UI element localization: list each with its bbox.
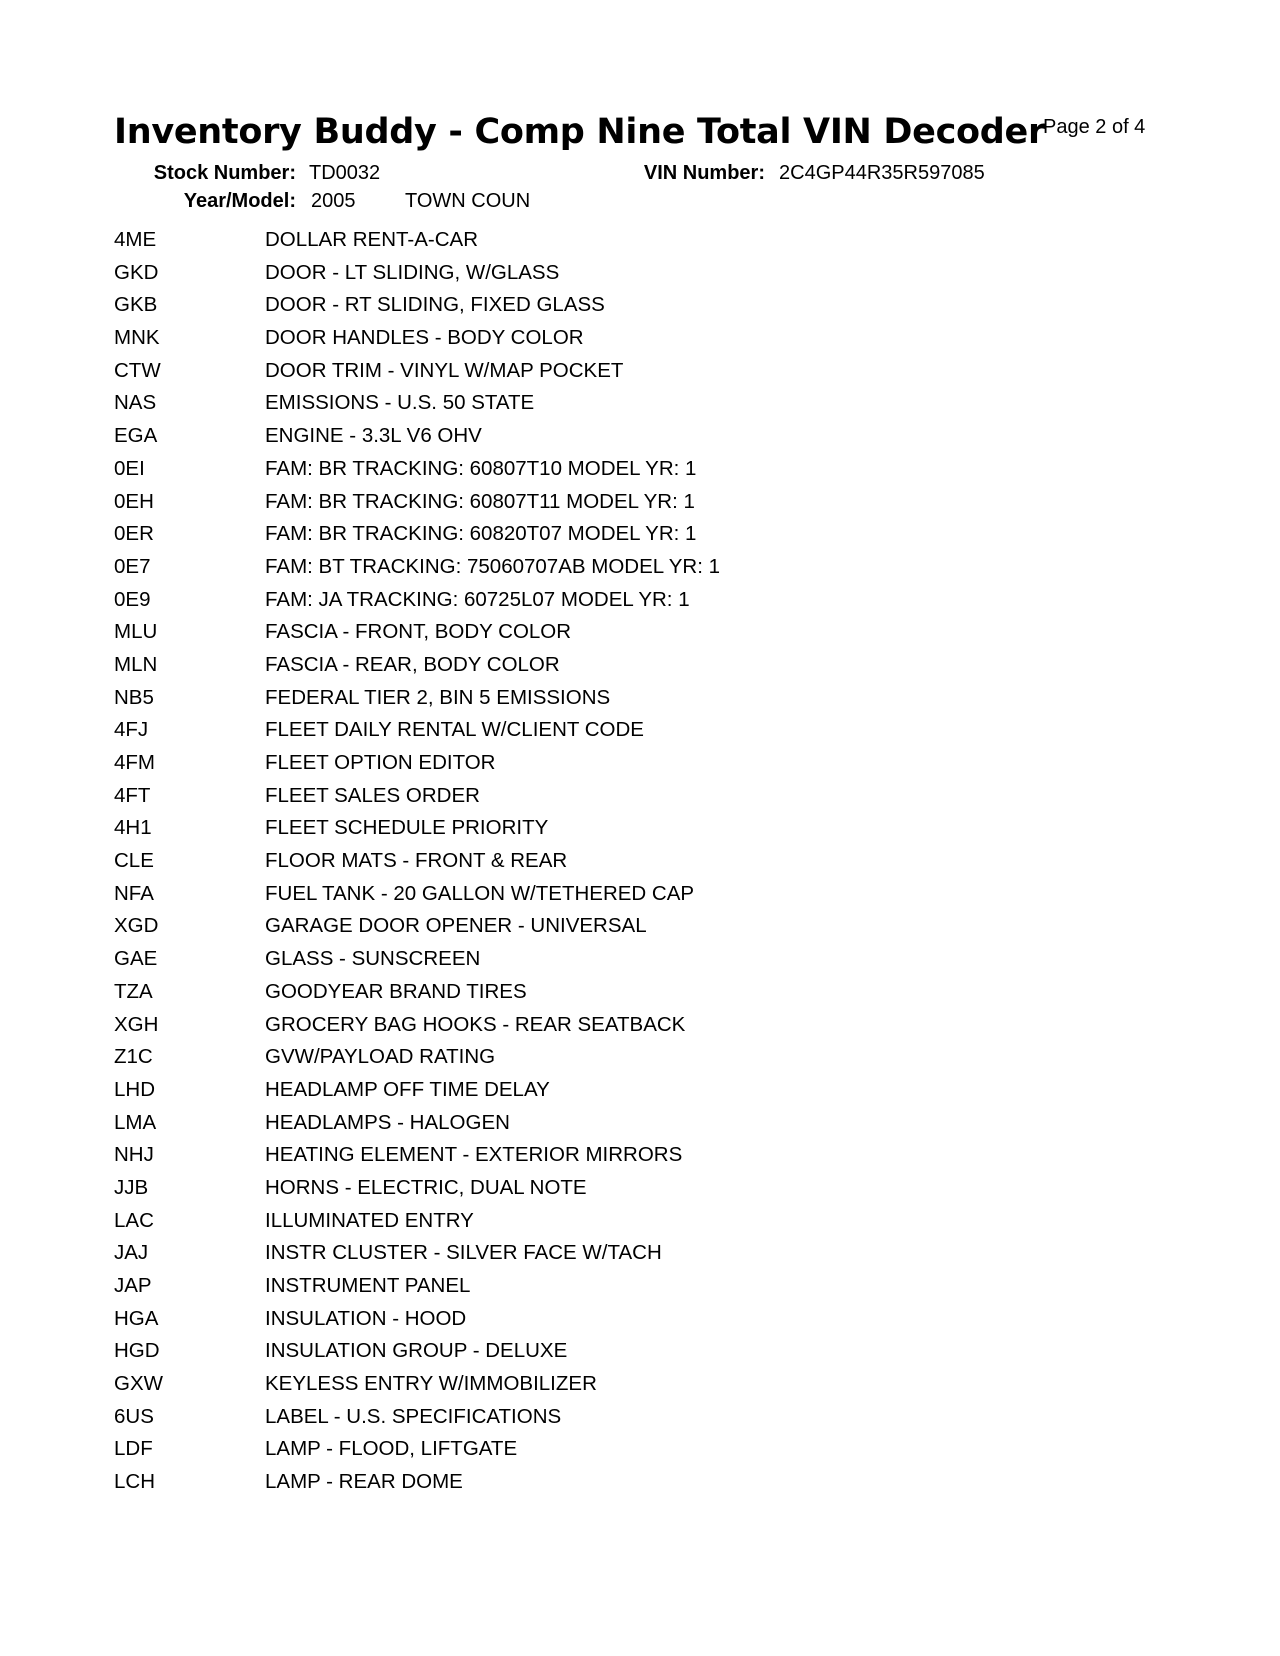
model-value: TOWN COUN <box>405 190 531 212</box>
option-description: HEADLAMPS - HALOGEN <box>265 1110 510 1134</box>
option-code: 4FJ <box>114 718 149 742</box>
option-description: ILLUMINATED ENTRY <box>265 1208 474 1232</box>
option-row <box>114 1339 1014 1372</box>
option-code: 4FT <box>114 783 151 807</box>
option-description: FLOOR MATS - FRONT & REAR <box>265 849 568 873</box>
option-row <box>114 1307 1014 1340</box>
option-code: 0E7 <box>114 554 151 578</box>
option-code: NB5 <box>114 685 154 709</box>
option-description: LAMP - REAR DOME <box>265 1470 463 1494</box>
option-row <box>114 1274 1014 1307</box>
year-model-label: Year/Model: <box>183 190 296 212</box>
option-code: 6US <box>114 1404 154 1428</box>
option-description: GROCERY BAG HOOKS - REAR SEATBACK <box>265 1012 686 1036</box>
option-row <box>114 882 1014 915</box>
option-description: FEDERAL TIER 2, BIN 5 EMISSIONS <box>265 685 611 709</box>
option-row <box>114 914 1014 947</box>
option-code: 4ME <box>114 228 157 251</box>
option-row <box>114 751 1014 784</box>
option-row <box>114 686 1014 719</box>
option-description: DOOR - LT SLIDING, W/GLASS <box>265 260 560 284</box>
option-row <box>114 1143 1014 1176</box>
option-row <box>114 359 1014 392</box>
option-row <box>114 261 1014 294</box>
option-row <box>114 1111 1014 1144</box>
option-code: JJB <box>114 1175 149 1199</box>
option-row <box>114 1209 1014 1242</box>
option-row <box>114 555 1014 588</box>
option-row <box>114 1470 1014 1503</box>
option-description: FLEET OPTION EDITOR <box>265 751 496 774</box>
option-description: GOODYEAR BRAND TIRES <box>265 979 527 1003</box>
option-code: NFA <box>114 881 154 905</box>
option-row <box>114 653 1014 686</box>
option-row <box>114 718 1014 751</box>
option-description: LAMP - FLOOD, LIFTGATE <box>265 1437 518 1461</box>
option-row <box>114 522 1014 555</box>
option-list <box>114 228 1014 1503</box>
option-description: HEADLAMP OFF TIME DELAY <box>265 1077 550 1101</box>
option-code: XGD <box>114 914 159 938</box>
option-description: LABEL - U.S. SPECIFICATIONS <box>265 1404 562 1428</box>
option-description: FLEET SALES ORDER <box>265 783 480 807</box>
option-code: JAJ <box>114 1241 149 1265</box>
option-row <box>114 457 1014 490</box>
option-code: LCH <box>114 1470 156 1494</box>
option-description: FAM: BR TRACKING: 60807T11 MODEL YR: 1 <box>265 489 695 513</box>
option-description: INSTRUMENT PANEL <box>265 1274 471 1297</box>
option-code: Z1C <box>114 1045 153 1069</box>
option-row <box>114 228 1014 261</box>
option-code: LDF <box>114 1437 153 1461</box>
option-row <box>114 326 1014 359</box>
option-code: HGD <box>114 1339 160 1363</box>
option-row <box>114 1045 1014 1078</box>
option-row <box>114 1241 1014 1274</box>
option-description: KEYLESS ENTRY W/IMMOBILIZER <box>265 1372 597 1396</box>
option-description: EMISSIONS - U.S. 50 STATE <box>265 391 535 415</box>
option-description: INSTR CLUSTER - SILVER FACE W/TACH <box>265 1241 662 1265</box>
document-title: Inventory Buddy - Comp Nine Total VIN Decoder <box>114 112 1045 152</box>
option-description: FLEET SCHEDULE PRIORITY <box>265 816 549 840</box>
option-code: GKD <box>114 260 159 284</box>
option-code: NHJ <box>114 1143 154 1167</box>
option-code: 4H1 <box>114 816 152 840</box>
option-description: FASCIA - FRONT, BODY COLOR <box>265 620 572 644</box>
option-code: 0EH <box>114 489 154 513</box>
option-row <box>114 1405 1014 1438</box>
option-row <box>114 784 1014 817</box>
option-row <box>114 620 1014 653</box>
option-row <box>114 293 1014 326</box>
option-description: ENGINE - 3.3L V6 OHV <box>265 424 482 448</box>
option-code: MLN <box>114 652 158 676</box>
option-row <box>114 947 1014 980</box>
option-description: GARAGE DOOR OPENER - UNIVERSAL <box>265 914 647 938</box>
year-value: 2005 <box>311 190 356 212</box>
option-row <box>114 816 1014 849</box>
option-description: GLASS - SUNSCREEN <box>265 947 481 971</box>
option-code: JAP <box>114 1274 152 1297</box>
option-code: GAE <box>114 947 158 971</box>
option-code: GKB <box>114 293 158 317</box>
option-description: FAM: JA TRACKING: 60725L07 MODEL YR: 1 <box>265 587 690 611</box>
option-code: HGA <box>114 1306 159 1330</box>
option-row <box>114 1078 1014 1111</box>
option-row <box>114 391 1014 424</box>
option-row <box>114 588 1014 621</box>
option-code: XGH <box>114 1012 159 1036</box>
option-description: HORNS - ELECTRIC, DUAL NOTE <box>265 1175 587 1199</box>
vin-number-label: VIN Number: <box>643 162 765 184</box>
option-code: 0E9 <box>114 587 151 611</box>
option-code: EGA <box>114 424 158 448</box>
option-row <box>114 849 1014 882</box>
option-row <box>114 1437 1014 1470</box>
stock-number-label: Stock Number: <box>153 162 296 184</box>
option-description: INSULATION - HOOD <box>265 1306 467 1330</box>
option-row <box>114 980 1014 1013</box>
option-code: CTW <box>114 358 161 382</box>
option-description: DOLLAR RENT-A-CAR <box>265 228 479 251</box>
option-description: DOOR HANDLES - BODY COLOR <box>265 326 584 350</box>
option-code: MNK <box>114 326 160 350</box>
option-description: GVW/PAYLOAD RATING <box>265 1045 496 1069</box>
option-code: 0ER <box>114 522 154 546</box>
option-description: DOOR TRIM - VINYL W/MAP POCKET <box>265 358 624 382</box>
option-code: NAS <box>114 391 157 415</box>
vin-number-value: 2C4GP44R35R597085 <box>779 162 985 184</box>
option-code: 4FM <box>114 751 155 774</box>
option-code: 0EI <box>114 456 145 480</box>
option-row <box>114 1372 1014 1405</box>
option-code: LAC <box>114 1208 154 1232</box>
page-number: Page 2 of 4 <box>1043 116 1146 138</box>
option-description: FLEET DAILY RENTAL W/CLIENT CODE <box>265 718 644 742</box>
stock-number-value: TD0032 <box>309 162 381 184</box>
option-code: LMA <box>114 1110 157 1134</box>
option-description: FAM: BR TRACKING: 60807T10 MODEL YR: 1 <box>265 456 697 480</box>
option-description: FAM: BT TRACKING: 75060707AB MODEL YR: 1 <box>265 554 720 578</box>
option-description: DOOR - RT SLIDING, FIXED GLASS <box>265 293 605 317</box>
option-code: MLU <box>114 620 158 644</box>
option-description: FAM: BR TRACKING: 60820T07 MODEL YR: 1 <box>265 522 697 546</box>
option-code: GXW <box>114 1372 163 1396</box>
option-description: FUEL TANK - 20 GALLON W/TETHERED CAP <box>265 881 695 905</box>
option-description: INSULATION GROUP - DELUXE <box>265 1339 568 1363</box>
option-row <box>114 424 1014 457</box>
option-row <box>114 490 1014 523</box>
option-code: CLE <box>114 849 154 873</box>
option-row <box>114 1013 1014 1046</box>
option-description: HEATING ELEMENT - EXTERIOR MIRRORS <box>265 1143 683 1167</box>
option-description: FASCIA - REAR, BODY COLOR <box>265 652 560 676</box>
option-row <box>114 1176 1014 1209</box>
option-code: LHD <box>114 1077 156 1101</box>
option-code: TZA <box>114 979 153 1003</box>
